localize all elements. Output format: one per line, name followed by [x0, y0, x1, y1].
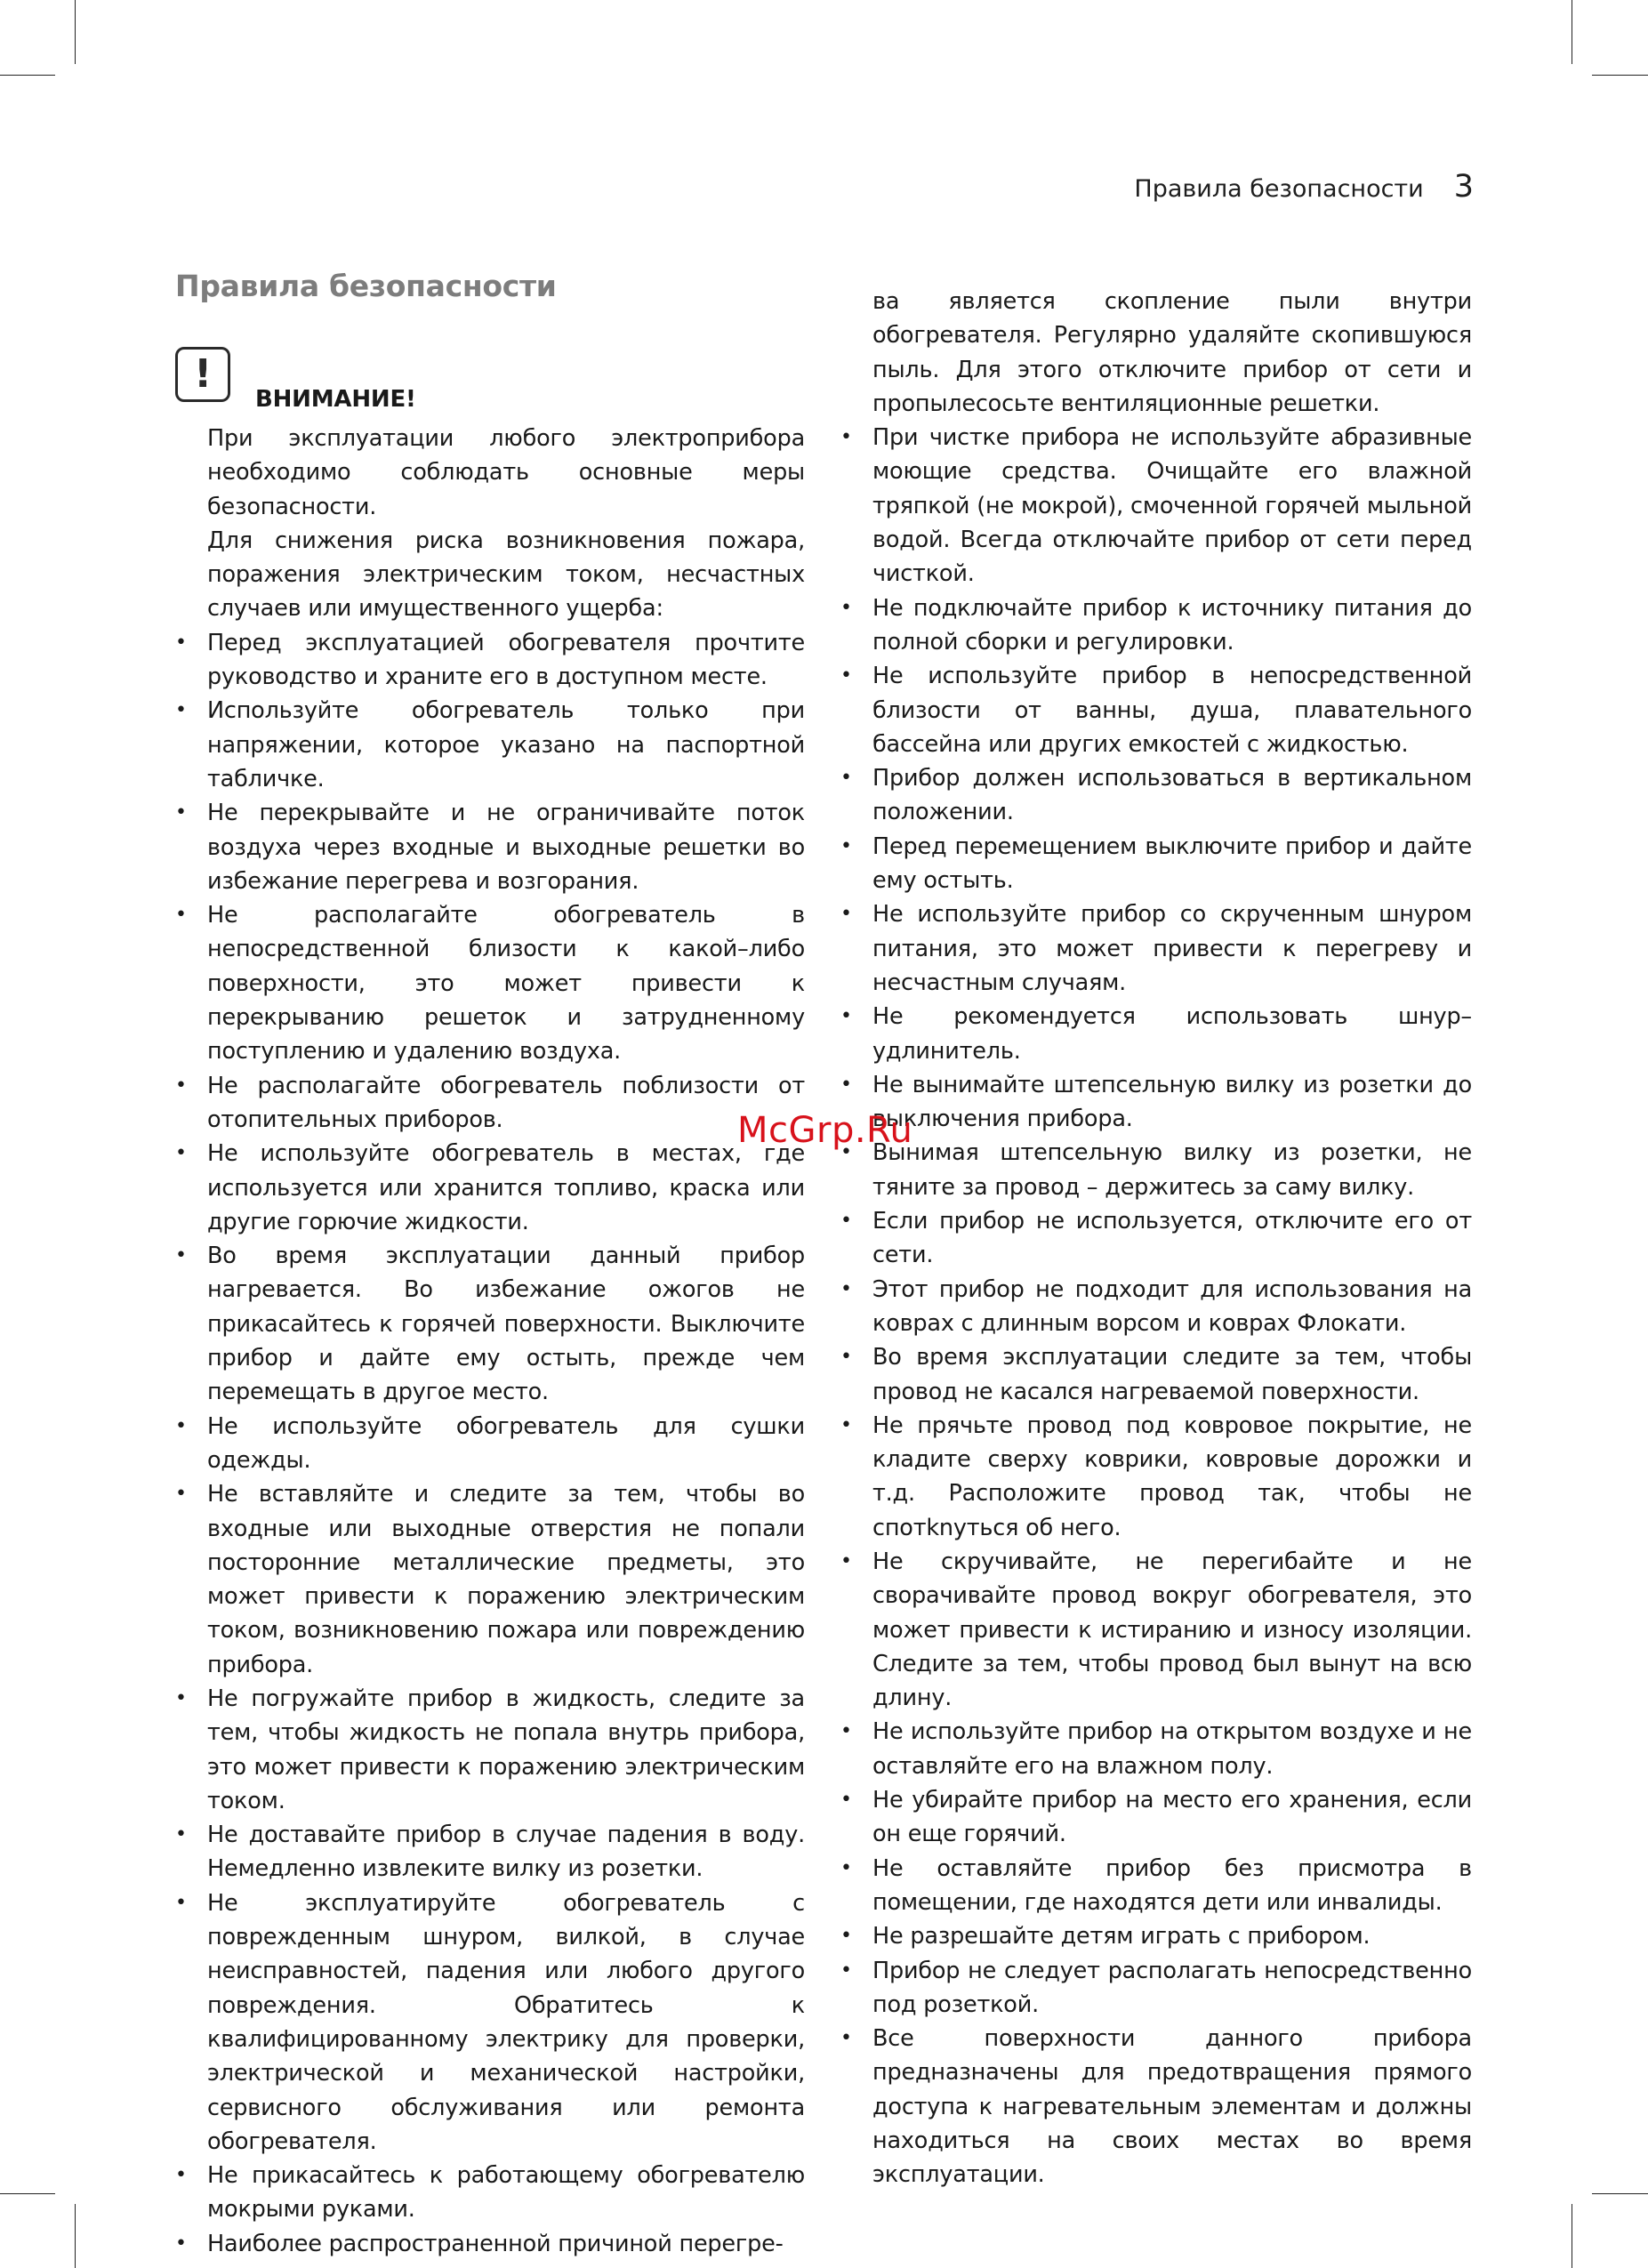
list-item: • Не погружайте прибор в жидкость, следите за тем, чтобы жидкость не попала внутрь прибора, это может привести к поражению электрическим током. — [175, 1682, 805, 1818]
crop-mark — [1592, 2193, 1648, 2194]
list-item: • Не используйте обогреватель в местах, где используется или хранится топливо, краска или другие горючие жидкости. — [175, 1137, 805, 1239]
list-item: • Не вставляйте и следите за тем, чтобы во входные или выходные отверстия не попали посторонние металлические предметы, это может привести к поражению электрическим током, возникновению пожара или повреждению прибора. — [175, 1477, 805, 1682]
list-item: • Если прибор не используется, отключите его от сети. — [840, 1204, 1472, 1273]
list-item: • Не используйте прибор в непосредственной близости от ванны, душа, плавательного бассейна или других емкостей с жидкостью. — [840, 659, 1472, 761]
list-item: • Перед перемещением выключите прибор и дайте ему остыть. — [840, 830, 1472, 898]
running-title: Правила безопасности — [1134, 175, 1424, 203]
list-item: • Не доставайте прибор в случае падения в воду. Немедленно извлеките вилку из розетки. — [175, 1818, 805, 1886]
list-item: • Не убирайте прибор на место его хранения, если он еще горячий. — [840, 1783, 1472, 1852]
crop-mark — [0, 2193, 55, 2194]
warning-intro: Для снижения риска возникновения пожара, поражения электрическим током, несчастных случаев или имущественного ущерба: — [207, 527, 805, 623]
list-item: • Перед эксплуатацией обогревателя прочтите руководство и храните его в доступном месте. — [175, 626, 805, 695]
list-item: • Не располагайте обогреватель поблизости от отопительных приборов. — [175, 1069, 805, 1138]
list-item: • Во время эксплуатации следите за тем, чтобы провод не касался нагреваемой поверхности. — [840, 1340, 1472, 1409]
list-item: • Не скручивайте, не перегибайте и не сворачивайте провод вокруг обогревателя, это может привести к истиранию и износу изоляции. Следите за тем, чтобы провод был вынут на всю длину. — [840, 1545, 1472, 1715]
crop-mark — [1592, 75, 1648, 76]
section-title: Правила безопасности — [175, 269, 557, 303]
warning-intro: При эксплуатации любого электроприбора необходимо соблюдать основные меры безопасности. — [207, 425, 805, 520]
list-item: • Прибор не следует располагать непосредственно под розеткой. — [840, 1954, 1472, 2023]
crop-mark — [75, 2204, 76, 2268]
list-item: • Не используйте прибор со скрученным шнуром питания, это может привести к перегреву и несчастным случаям. — [840, 897, 1472, 1000]
safety-list-left — [175, 626, 805, 2261]
warning-title: ВНИМАНИЕ! — [255, 386, 416, 413]
list-item: • Этот прибор не подходит для использования на коврах с длинным ворсом и коврах Флокати. — [840, 1273, 1472, 1341]
watermark-link[interactable]: McGrp.Ru — [737, 1110, 913, 1151]
list-item: • Прибор должен использоваться в вертикальном положении. — [840, 761, 1472, 830]
right-column — [840, 285, 1472, 2192]
safety-list-right — [840, 421, 1472, 2192]
list-item: • Не используйте прибор на открытом воздухе и не оставляйте его на влажном полу. — [840, 1715, 1472, 1783]
list-item: • Не подключайте прибор к источнику питания до полной сборки и регулировки. — [840, 591, 1472, 660]
list-item: • Все поверхности данного прибора предназначены для предотвращения прямого доступа к нагревательным элементам и должны находиться на своих местах во время эксплуатации. — [840, 2022, 1472, 2192]
list-item: • Вынимая штепсельную вилку из розетки, не тяните за провод – держитесь за саму вилку. — [840, 1136, 1472, 1204]
list-item: • Не прячьте провод под ковровое покрытие, не кладите сверху коврики, ковровые дорожки и т.д. Расположите провод так, чтобы не спотknуться об него. — [840, 1409, 1472, 1545]
list-item: • Не оставляйте прибор без присмотра в помещении, где находятся дети или инвалиды. — [840, 1852, 1472, 1920]
list-item: • Не прикасайтесь к работающему обогревателю мокрыми руками. — [175, 2159, 805, 2227]
crop-mark — [0, 75, 55, 76]
page-number: 3 — [1453, 169, 1474, 205]
list-item: • Не эксплуатируйте обогреватель с поврежденным шнуром, вилкой, в случае неисправностей, падения или любого другого повреждения. Обратитесь к квалифицированному электрику для проверки, электрической и механической настройки, сервисного обслуживания или ремонта обогревателя. — [175, 1886, 805, 2159]
warning-block — [175, 347, 805, 422]
list-item: • Не рекомендуется использовать шнур–удлинитель. — [840, 1000, 1472, 1068]
list-item: • Не располагайте обогреватель в непосредственной близости к какой–либо поверхности, это может привести к перекрыванию решеток и затрудненному поступлению и удалению воздуха. — [175, 898, 805, 1068]
exclamation-box-icon: ! — [175, 347, 230, 402]
list-item: • Не вынимайте штепсельную вилку из розетки до выключения прибора. — [840, 1068, 1472, 1137]
list-item: • Не используйте обогреватель для сушки одежды. — [175, 1410, 805, 1478]
list-item: • Используйте обогреватель только при напряжении, которое указано на паспортной табличке. — [175, 694, 805, 796]
list-item: • Не перекрывайте и не ограничивайте поток воздуха через входные и выходные решетки во избежание перегрева и возгорания. — [175, 796, 805, 898]
list-item: • Не разрешайте детям играть с прибором. — [840, 1919, 1472, 1953]
list-item: • При чистке прибора не используйте абразивные моющие средства. Очищайте его влажной тряпкой (не мокрой), смоченной горячей мыльной водой. Всегда отключайте прибор от сети перед чисткой. — [840, 421, 1472, 591]
running-header — [1134, 169, 1474, 205]
list-item: • Во время эксплуатации данный прибор нагревается. Во избежание ожогов не прикасайтесь к горячей поверхности. Выключите прибор и дайте ему остыть, прежде чем перемещать в другое место. — [175, 1239, 805, 1409]
list-item: • Наиболее распространенной причиной перегре- — [175, 2227, 805, 2261]
continued-text: ва является скопление пыли внутри обогревателя. Регулярно удаляйте скопившуюся пыль. Для этого отключите прибор от сети и пропылесосьте вентиляционные решетки. — [872, 288, 1472, 417]
left-column — [175, 347, 805, 2261]
crop-mark — [75, 0, 76, 64]
